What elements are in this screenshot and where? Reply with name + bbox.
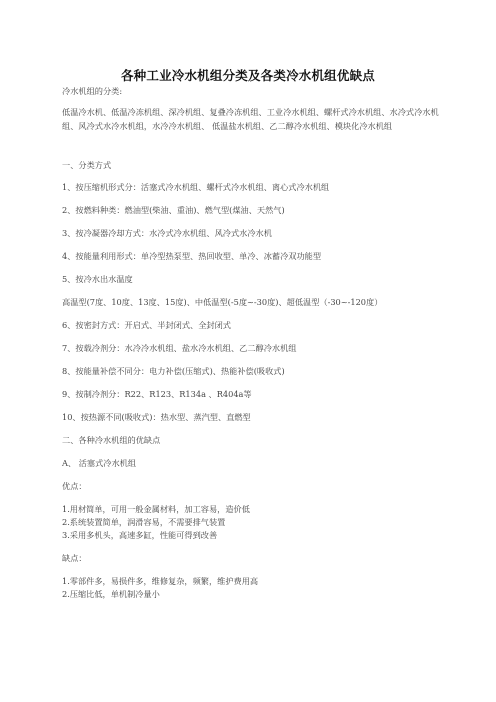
list-item-2: 2、按燃料种类：燃油型(柴油、重油)、燃气型(煤油、天然气) <box>62 205 285 215</box>
disadvantage-item-2: 2.压缩比低，单机制冷量小 <box>62 589 160 599</box>
paragraph-classification-list: 低温冷水机、低温冷冻机组、深冷机组、复叠冷冻机组、工业冷水机组、螺杆式冷水机组、水冷式冷水机组、风冷式水冷水机组，水冷冷水机组、 低温盐水机组、乙二醇冷水机组、模块化冷水机组 <box>62 107 439 131</box>
section-heading-2: 二、各种冷水机组的优缺点 <box>62 435 161 445</box>
list-item-10: 10、按热源不同(吸收式)：热水型、蒸汽型、直燃型 <box>62 412 251 422</box>
list-item-7: 7、按载冷剂分：水冷冷水机组、盐水冷水机组、乙二醇冷水机组 <box>62 343 297 353</box>
advantage-item-1: 1.用材简单，可用一般金属材料，加工容易，造价低 <box>62 504 250 514</box>
list-item-5-detail: 高温型(7度、10度、13度、15度)、中低温型(-5度~-30度)、超低温型（-30~-120度） <box>62 297 383 307</box>
subsection-heading-a: A、 活塞式冷水机组 <box>62 458 137 468</box>
document-title: 各种工业冷水机组分类及各类冷水机组优缺点 <box>120 68 375 83</box>
advantage-item-3: 3.采用多机头，高速多缸，性能可得到改善 <box>62 530 218 540</box>
list-item-8: 8、按能量补偿不同分：电力补偿(压缩式)、热能补偿(吸收式) <box>62 366 285 376</box>
list-item-5: 5、按冷水出水温度 <box>62 274 133 284</box>
list-item-4: 4、按能量利用形式：单冷型热泵型、热回收型、单冷、冰蓄冷双功能型 <box>62 251 322 261</box>
advantage-item-2: 2.系统装置简单，润滑容易，不需要排气装置 <box>62 517 226 527</box>
disadvantages-label: 缺点： <box>62 553 87 563</box>
list-item-1: 1、按压缩机形式分：活塞式冷水机组、螺杆式冷水机组、离心式冷水机组 <box>62 182 330 192</box>
advantages-label: 优点： <box>62 481 87 491</box>
section-heading-1: 一、分类方式 <box>62 160 112 170</box>
disadvantage-item-1: 1.零部件多，易损件多，维修复杂，频繁，维护费用高 <box>62 576 259 586</box>
list-item-3: 3、按冷凝器冷却方式：水冷式冷水机组、风冷式水冷水机 <box>62 228 272 238</box>
list-item-6: 6、按密封方式：开启式、半封闭式、全封闭式 <box>62 320 231 330</box>
list-item-9: 9、按制冷剂分：R22、R123、R134a 、R404a等 <box>62 389 252 399</box>
paragraph-intro-label: 冷水机组的分类: <box>62 86 123 96</box>
